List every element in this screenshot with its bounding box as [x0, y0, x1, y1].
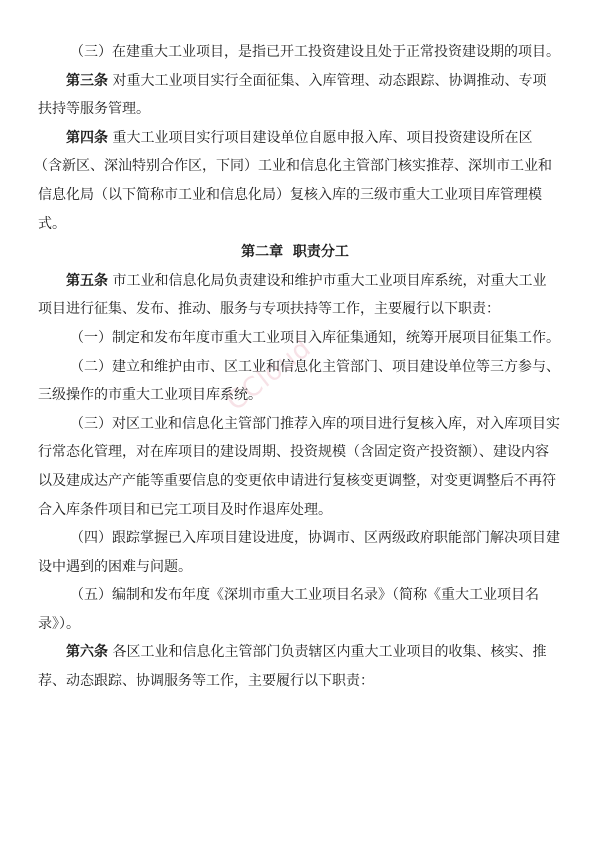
article-3-heading: 第三条	[66, 72, 108, 89]
article-5-item-5-line-2: 录》）。	[38, 615, 80, 632]
article-5-item-3-line-4: 合入库条件项目和已完工项目及时作退库处理。	[38, 501, 332, 518]
article-3-text-1: 对重大工业项目实行全面征集、入库管理、动态跟踪、协调推动、专项	[112, 72, 547, 89]
article-6-line-1	[66, 638, 552, 667]
article-3-line-2: 扶持等服务管理。	[38, 101, 150, 118]
article-6-heading: 第六条	[66, 644, 108, 661]
article-5-line-2: 项目进行征集、发布、推动、服务与专项扶持等工作，主要履行以下职责：	[38, 301, 500, 318]
document-body	[34, 38, 560, 696]
article-5-item-3-line-1: （三）对区工业和信息化主管部门推荐入库的项目进行复核入库，对入库项目实	[70, 415, 560, 432]
article-6-line-2: 荐、动态跟踪、协调服务等工作，主要履行以下职责：	[38, 673, 374, 690]
article-4-text-1: 重大工业项目实行项目建设单位自愿申报入库、项目投资建设所在区	[112, 129, 533, 146]
article-5-item-2-line-2: 三级操作的市重大工业项目库系统。	[38, 387, 262, 404]
watermark: CCloud	[221, 332, 318, 418]
article-4-line-3: 信息化局（以下简称市工业和信息化局）复核入库的三级市重大工业项目库管理模	[38, 186, 542, 203]
article-5-item-2-line-1: （二）建立和维护由市、区工业和信息化主管部门、项目建设单位等三方参与、	[70, 358, 560, 375]
article-3-line-1	[66, 67, 552, 96]
article-4-heading: 第四条	[66, 129, 108, 146]
article-6-text-1: 各区工业和信息化主管部门负责辖区内重大工业项目的收集、核实、推	[112, 644, 547, 661]
article-5-item-3-line-2: 行常态化管理，对在库项目的建设周期、投资规模（含固定资产投资额）、建设内容	[38, 444, 549, 461]
article-4-line-2: （含新区、深汕特别合作区，下同）工业和信息化主管部门核实推荐、深圳市工业和	[34, 158, 552, 175]
article-5-item-4-line-1: （四）跟踪掌握已入库项目建设进度，协调市、区两级政府职能部门解决项目建	[70, 530, 560, 547]
clause-3-line-1: （三）在建重大工业项目，是指已开工投资建设且处于正常投资建设期的项目。	[70, 44, 560, 60]
chapter-2-heading: 第二章 职责分工	[241, 244, 349, 261]
article-4-line-4: 式。	[38, 215, 66, 232]
article-5-text-1: 市工业和信息化局负责建设和维护市重大工业项目库系统，对重大工业	[112, 272, 547, 289]
article-5-item-5-line-1: （五）编制和发布年度《深圳市重大工业项目名录》（简称《重大工业项目名	[70, 587, 539, 604]
article-5-heading: 第五条	[66, 272, 108, 289]
article-5-item-4-line-2: 设中遇到的困难与问题。	[38, 558, 192, 575]
article-5-item-1: （一）制定和发布年度市重大工业项目入库征集通知，统筹开展项目征集工作。	[70, 329, 560, 346]
article-5-item-3-line-3: 以及建成达产产能等重要信息的变更依申请进行复核变更调整，对变更调整后不再符	[38, 472, 556, 489]
article-4-line-1	[66, 124, 552, 153]
article-5-line-1	[66, 267, 552, 296]
